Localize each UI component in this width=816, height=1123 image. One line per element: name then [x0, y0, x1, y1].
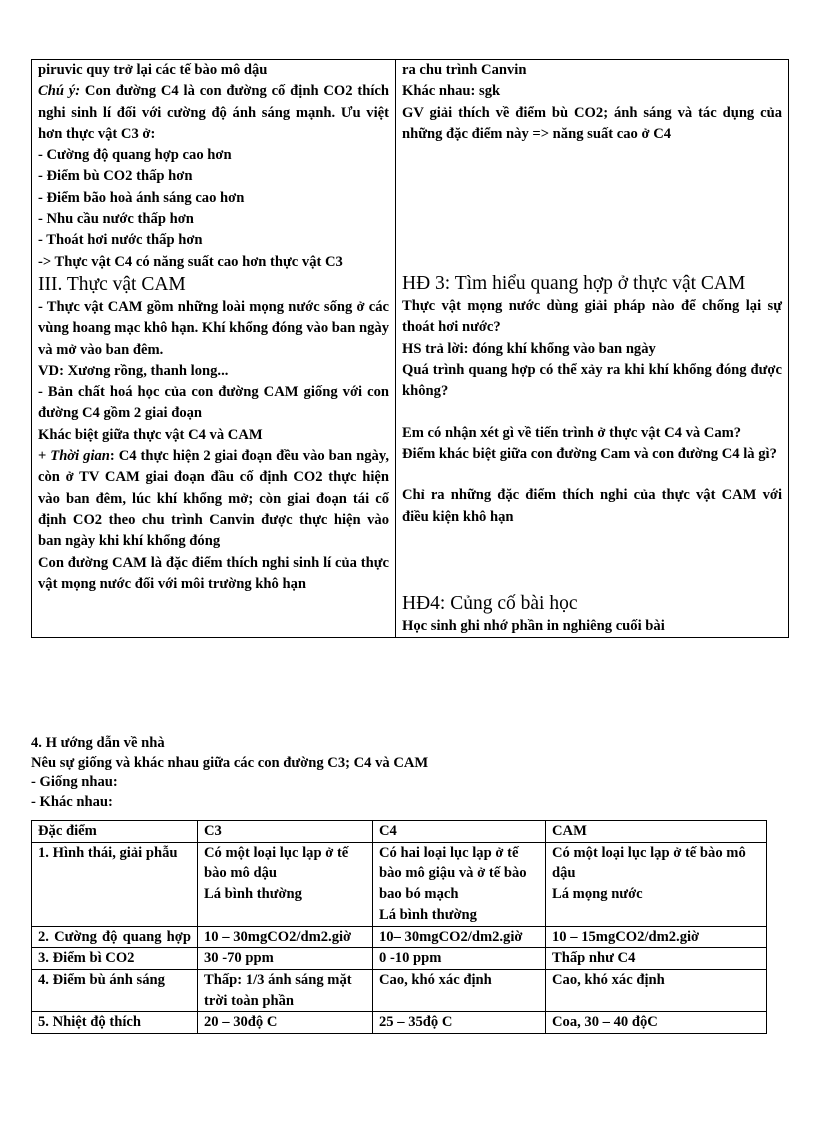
question: Chỉ ra những đặc điểm thích nghi của thực vật CAM với điều kiện khô hạn — [402, 487, 782, 525]
cam-definition: - Thực vật CAM gồm những loài mọng nước sống ở các vùng hoang mạc khô hạn. Khí khổng đóng vào ban ngày và mở vào ban đêm. — [38, 298, 389, 358]
time-text: : C4 thực hiện 2 giai đoạn đều vào ban ngày, còn ở TV CAM giai đoạn đầu cố định CO2 thực hiện vào ban đêm, lúc khí khổng mở; còn giai đoạn tái cố định CO2 theo chu trình Canvin được thực hiện vào ban ngày khi khí khổng đóng — [38, 448, 389, 550]
table-row — [32, 842, 767, 926]
table-row — [32, 948, 767, 970]
table-cell: 10 – 15mgCO2/dm2.giờ — [546, 926, 767, 948]
table-cell: 10 – 30mgCO2/dm2.giờ — [198, 926, 373, 948]
differences-label: - Khác nhau: — [31, 793, 113, 810]
section-title: 4. H ướng dẫn về nhà — [31, 735, 165, 751]
question: Em có nhận xét gì về tiến trình ở thực vật C4 và Cam? — [402, 424, 742, 441]
table-cell: 2. Cường độ quang hợp — [32, 926, 198, 948]
question: Quá trình quang hợp có thể xảy ra khi khí khổng đóng được không? — [402, 362, 782, 400]
text-line: ra chu trình Canvin — [402, 62, 527, 78]
text-line: piruvic quy trở lại các tế bào mô dậu — [38, 62, 268, 78]
table-cell: Thấp như C4 — [546, 948, 767, 970]
activity-column — [396, 60, 789, 638]
question: Điểm khác biệt giữa con đường Cam và con đường C4 là gì? — [402, 445, 777, 462]
table-cell: 30 -70 ppm — [198, 948, 373, 970]
header-cell: CAM — [546, 821, 767, 843]
table-cell: 20 – 30độ C — [198, 1012, 373, 1034]
table-cell: 10– 30mgCO2/dm2.giờ — [373, 926, 546, 948]
spacer — [402, 403, 782, 423]
question: Thực vật mọng nước dùng giải pháp nào để chống lại sự thoát hơi nước? — [402, 298, 782, 336]
table-header-row — [32, 821, 767, 843]
header-cell: C3 — [198, 821, 373, 843]
table-cell: Có một loại lục lạp ở tế bào mô dậu Lá bình thường — [198, 842, 373, 926]
time-paragraph — [38, 446, 389, 552]
bullet-item: - Cường độ quang hợp cao hơn — [38, 147, 232, 164]
table-cell: Có hai loại lục lạp ở tế bào mô giậu và ở tế bào bao bó mạch Lá bình thường — [373, 842, 546, 926]
note-label: Chú ý: — [38, 83, 81, 100]
table-cell: 1. Hình thái, giải phẫu — [32, 842, 198, 926]
conclusion-text: -> Thực vật C4 có năng suất cao hơn thực vật C3 — [38, 253, 343, 270]
lesson-table — [31, 59, 789, 638]
bullet-item: - Điểm bão hoà ánh sáng cao hơn — [38, 189, 245, 206]
table-row — [32, 1012, 767, 1034]
section-heading: III. Thực vật CAM — [38, 273, 186, 295]
spacer — [402, 465, 782, 485]
table-cell: Có một loại lục lạp ở tế bào mô dậu Lá mọng nước — [546, 842, 767, 926]
table-cell: Thấp: 1/3 ánh sáng mặt trời toàn phần — [198, 969, 373, 1011]
spacer — [402, 528, 782, 592]
comparison-table — [31, 820, 767, 1034]
note-text: Con đường C4 là con đường cố định CO2 thích nghi sinh lí đối với cường độ ánh sáng mạnh. Ưu việt hơn thực vật C3 ở: — [38, 83, 389, 142]
table-cell: 5. Nhiệt độ thích — [32, 1012, 198, 1034]
bullet-item: - Nhu cầu nước thấp hơn — [38, 211, 194, 228]
note-paragraph — [38, 81, 389, 145]
table-row — [32, 926, 767, 948]
bullet-item: - Điểm bù CO2 thấp hơn — [38, 168, 193, 185]
chemistry-text: - Bản chất hoá học của con đường CAM giống với con đường C4 gồm 2 giai đoạn — [38, 384, 389, 422]
homework-task: Nêu sự giống và khác nhau giữa các con đường C3; C4 và CAM — [31, 754, 429, 771]
teacher-explanation: GV giải thích về điểm bù CO2; ánh sáng và tác dụng của những đặc điểm này => năng suất cao ở C4 — [402, 104, 782, 142]
time-prefix: + — [38, 448, 51, 465]
table-cell: Cao, khó xác định — [373, 969, 546, 1011]
difference-heading: Khác biệt giữa thực vật C4 và CAM — [38, 426, 263, 443]
example-text: VD: Xương rồng, thanh long... — [38, 362, 229, 379]
activity-heading: HĐ 3: Tìm hiểu quang hợp ở thực vật CAM — [402, 273, 746, 295]
table-cell: 4. Điểm bù ánh sáng — [32, 969, 198, 1011]
header-cell: C4 — [373, 821, 546, 843]
spacer — [402, 145, 782, 272]
lesson-row — [32, 60, 789, 638]
table-cell: 25 – 35độ C — [373, 1012, 546, 1034]
table-cell: 0 -10 ppm — [373, 948, 546, 970]
final-statement: Con đường CAM là đặc điểm thích nghi sinh lí của thực vật mọng nước đối với môi trường khô hạn — [38, 554, 389, 592]
table-cell: Coa, 30 – 40 độC — [546, 1012, 767, 1034]
similarities-label: - Giống nhau: — [31, 774, 118, 790]
answer: HS trả lời: đóng khí khổng vào ban ngày — [402, 340, 656, 357]
bullet-item: - Thoát hơi nước thấp hơn — [38, 232, 203, 249]
header-cell: Đặc điểm — [32, 821, 198, 843]
table-cell: Cao, khó xác định — [546, 969, 767, 1011]
activity-text: Học sinh ghi nhớ phần in nghiêng cuối bài — [402, 617, 665, 634]
content-column — [32, 60, 396, 638]
table-row — [32, 969, 767, 1011]
time-label: Thời gian — [50, 448, 110, 465]
homework-section — [31, 734, 428, 812]
table-cell: 3. Điểm bì CO2 — [32, 948, 198, 970]
activity-heading: HĐ4: Củng cố bài học — [402, 592, 578, 614]
text-line: Khác nhau: sgk — [402, 83, 501, 100]
